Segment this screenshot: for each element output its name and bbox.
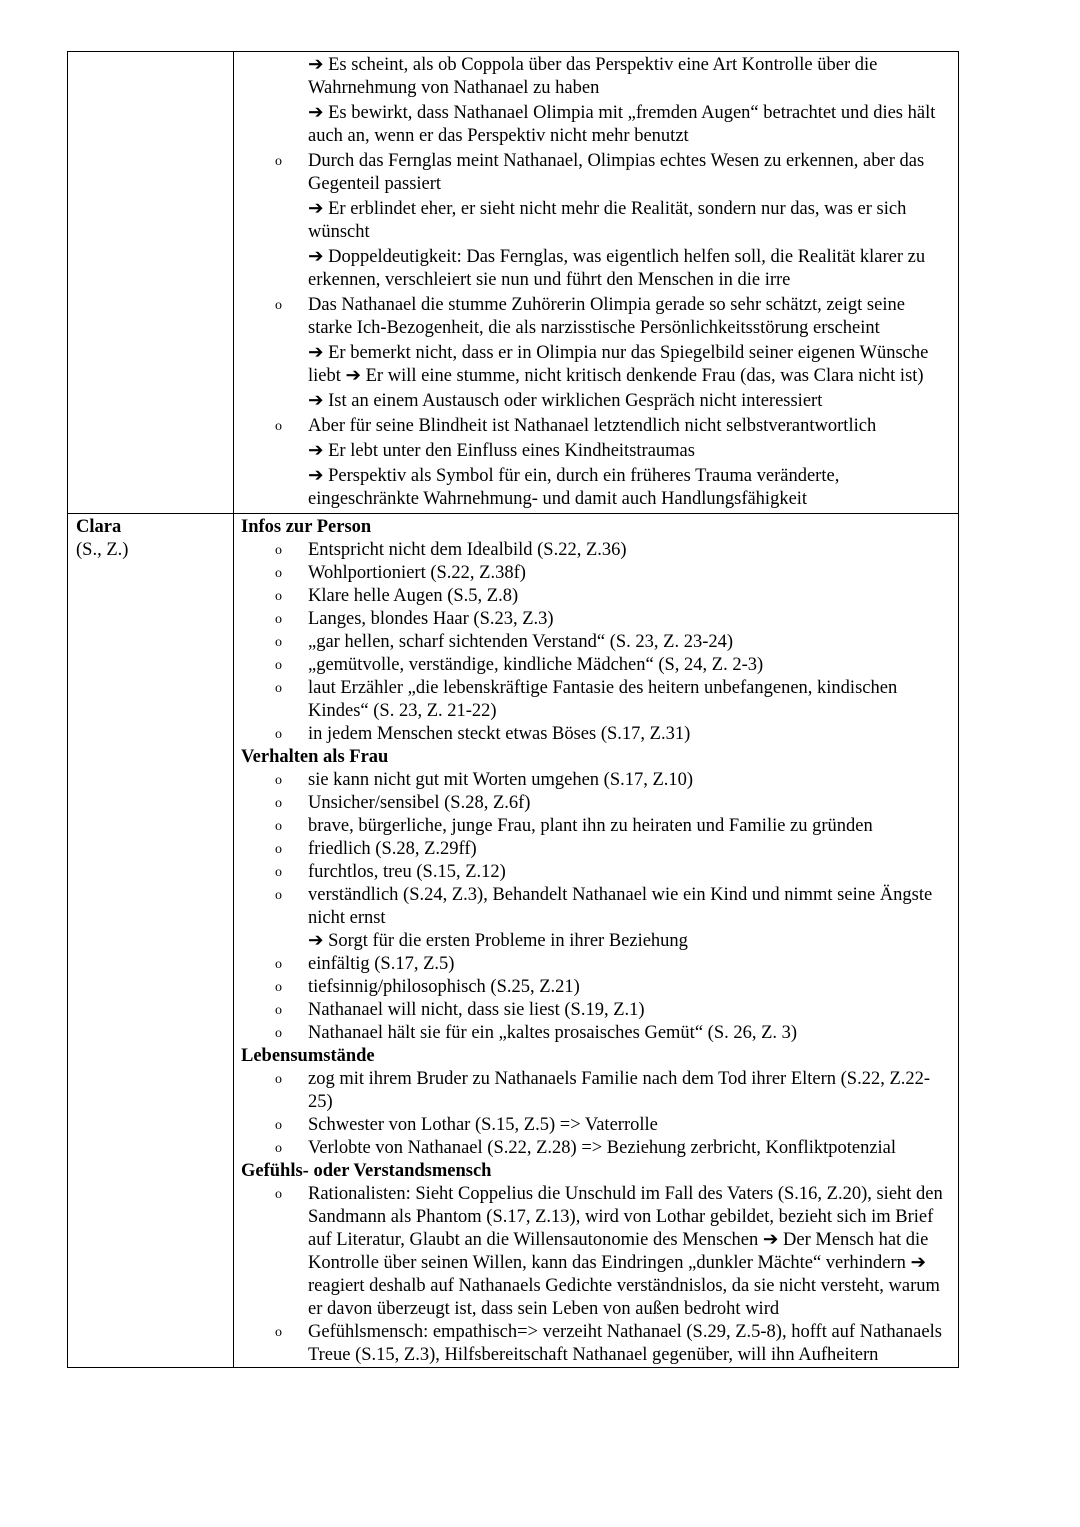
character-reference: (S., Z.) [76,540,129,560]
bullet-item [241,1114,952,1137]
character-cell [68,514,234,1367]
item-text: ➔ Es bewirkt, dass Nathanael Olimpia mit „fremden Augen“ betrachtet und dies hält auch an, wenn er das Perspektiv nicht mehr benutzt [308,103,936,146]
arrow-item [241,390,952,413]
bullet-icon: o [275,1325,282,1340]
table-row [68,513,958,1367]
bullet-item [241,677,952,723]
bullet-icon: o [275,154,282,169]
bullet-item [241,1183,952,1321]
indent-spacer [241,102,308,148]
bullet-icon: o [275,589,282,604]
bullet-item [241,723,952,746]
section-heading: Lebensumstände [241,1046,375,1066]
bullet-item [241,815,952,838]
item-text: ➔ Er erblindet eher, er sieht nicht mehr die Realität, sondern nur das, was er sich wünscht [308,199,907,242]
bullet-icon: o [275,842,282,857]
item-text: laut Erzähler „die lebenskräftige Fantasie des heitern unbefangenen, kindischen Kindes“ (S. 23, Z. 21-22) [308,678,898,721]
item-text: ➔ Es scheint, als ob Coppola über das Perspektiv eine Art Kontrolle über die Wahrnehmung von Nathanael zu haben [308,55,878,98]
bullet-item [241,976,952,999]
arrow-item [241,465,952,511]
notes-cell [234,52,958,513]
item-text: Das Nathanael die stumme Zuhörerin Olimpia gerade so sehr schätzt, zeigt seine starke Ich-Bezogenheit, die als narzisstische Persönlichkeitsstörung erscheint [308,295,905,338]
indent-spacer [241,54,308,100]
bullet-item [241,150,952,196]
bullet-item [241,608,952,631]
item-text: einfältig (S.17, Z.5) [308,954,455,974]
item-text: Wohlportioniert (S.22, Z.38f) [308,563,526,583]
indent-spacer [241,198,308,244]
item-text: ➔ Perspektiv als Symbol für ein, durch ein früheres Trauma veränderte, eingeschränkte Wahrnehmung- und damit auch Handlungsfähigkeit [308,466,840,509]
character-cell [68,52,234,513]
item-text: Durch das Fernglas meint Nathanael, Olimpias echtes Wesen zu erkennen, aber das Gegenteil passiert [308,151,925,194]
item-text: Nathanael will nicht, dass sie liest (S.19, Z.1) [308,1000,645,1020]
arrow-item [241,54,952,100]
bullet-icon: o [275,888,282,903]
bullet-item [241,838,952,861]
bullet-icon: o [275,612,282,627]
arrow-item [241,198,952,244]
item-text: friedlich (S.28, Z.29ff) [308,839,477,859]
item-text: „gemütvolle, verständige, kindliche Mädchen“ (S, 24, Z. 2-3) [308,655,764,675]
bullet-icon: o [275,543,282,558]
notes-table [67,51,959,1368]
notes-cell [234,514,958,1367]
item-text: Rationalisten: Sieht Coppelius die Unschuld im Fall des Vaters (S.16, Z.20), sieht den Sandmann als Phantom (S.17, Z.13), wird von Lothar gebildet, bezieht sich im Brief auf Literatur, Glaubt an die Willensautonomie des Menschen ➔ Der Mensch hat die Kontrolle über seinen Willen, kann das Eindringen „dunkler Mächte“ verhindern ➔ reagiert deshalb auf Nathanaels Gedichte verständnislos, da sie nicht versteht, warum er davon überzeugt ist, dass sein Leben von außen bedroht wird [308,1184,943,1319]
bullet-item [241,631,952,654]
bullet-item [241,884,952,930]
bullet-icon: o [275,1072,282,1087]
item-text: Unsicher/sensibel (S.28, Z.6f) [308,793,531,813]
bullet-item [241,1137,952,1160]
section-heading: Gefühls- oder Verstandsmensch [241,1161,492,1181]
bullet-icon: o [275,419,282,434]
item-text: ➔ Doppeldeutigkeit: Das Fernglas, was eigentlich helfen soll, die Realität klarer zu erkennen, verschleiert sie nun und führt den Menschen in die irre [308,247,926,290]
item-text: in jedem Menschen steckt etwas Böses (S.17, Z.31) [308,724,691,744]
bullet-icon: o [275,566,282,581]
indent-spacer [241,440,308,463]
arrow-item [241,930,952,953]
item-text: ➔ Sorgt für die ersten Probleme in ihrer Beziehung [308,931,688,951]
character-name: Clara [76,517,122,537]
indent-spacer [241,930,308,953]
bullet-icon: o [275,658,282,673]
item-text: ➔ Er lebt unter den Einfluss eines Kindheitstraumas [308,441,695,461]
bullet-icon: o [275,727,282,742]
item-text: furchtlos, treu (S.15, Z.12) [308,862,506,882]
item-text: Langes, blondes Haar (S.23, Z.3) [308,609,554,629]
arrow-item [241,440,952,463]
item-text: Nathanael hält sie für ein „kaltes prosaisches Gemüt“ (S. 26, Z. 3) [308,1023,798,1043]
bullet-item [241,953,952,976]
section-heading: Verhalten als Frau [241,747,389,767]
bullet-item [241,654,952,677]
item-text: ➔ Er bemerkt nicht, dass er in Olimpia nur das Spiegelbild seiner eigenen Wünsche liebt ➔ Er will eine stumme, nicht kritisch denkende Frau (das, was Clara nicht ist) [308,343,929,386]
bullet-icon: o [275,865,282,880]
bullet-icon: o [275,681,282,696]
bullet-item [241,294,952,340]
item-text: zog mit ihrem Bruder zu Nathanaels Familie nach dem Tod ihrer Eltern (S.22, Z.22-25) [308,1069,931,1112]
bullet-item [241,1068,952,1114]
indent-spacer [241,342,308,388]
item-text: Verlobte von Nathanael (S.22, Z.28) => Beziehung zerbricht, Konfliktpotenzial [308,1138,897,1158]
arrow-item [241,246,952,292]
indent-spacer [241,390,308,413]
bullet-item [241,861,952,884]
bullet-item [241,1321,952,1367]
item-text: sie kann nicht gut mit Worten umgehen (S.17, Z.10) [308,770,694,790]
indent-spacer [241,465,308,511]
bullet-icon: o [275,635,282,650]
section-heading: Infos zur Person [241,517,372,537]
bullet-icon: o [275,796,282,811]
bullet-icon: o [275,1026,282,1041]
bullet-icon: o [275,980,282,995]
item-text: tiefsinnig/philosophisch (S.25, Z.21) [308,977,580,997]
bullet-icon: o [275,773,282,788]
bullet-item [241,999,952,1022]
bullet-icon: o [275,957,282,972]
item-text: ➔ Ist an einem Austausch oder wirklichen Gespräch nicht interessiert [308,391,823,411]
bullet-icon: o [275,819,282,834]
item-text: Aber für seine Blindheit ist Nathanael letztendlich nicht selbstverantwortlich [308,416,877,436]
table-row [68,52,958,513]
item-text: Schwester von Lothar (S.15, Z.5) => Vaterrolle [308,1115,658,1135]
item-text: „gar hellen, scharf sichtenden Verstand“ (S. 23, Z. 23-24) [308,632,734,652]
arrow-item [241,102,952,148]
bullet-item [241,1022,952,1045]
indent-spacer [241,246,308,292]
bullet-item [241,585,952,608]
bullet-icon: o [275,1141,282,1156]
bullet-icon: o [275,1118,282,1133]
bullet-item [241,562,952,585]
bullet-item [241,415,952,438]
bullet-icon: o [275,1003,282,1018]
item-text: brave, bürgerliche, junge Frau, plant ihn zu heiraten und Familie zu gründen [308,816,873,836]
item-text: Gefühlsmensch: empathisch=> verzeiht Nathanael (S.29, Z.5-8), hofft auf Nathanaels Treue (S.15, Z.3), Hilfsbereitschaft Nathanael gegenüber, will ihn Aufheitern [308,1322,942,1365]
bullet-item [241,792,952,815]
arrow-item [241,342,952,388]
bullet-item [241,539,952,562]
bullet-item [241,769,952,792]
item-text: Klare helle Augen (S.5, Z.8) [308,586,519,606]
bullet-icon: o [275,1187,282,1202]
item-text: Entspricht nicht dem Idealbild (S.22, Z.36) [308,540,627,560]
item-text: verständlich (S.24, Z.3), Behandelt Nathanael wie ein Kind und nimmt seine Ängste nicht ernst [308,885,933,928]
bullet-icon: o [275,298,282,313]
